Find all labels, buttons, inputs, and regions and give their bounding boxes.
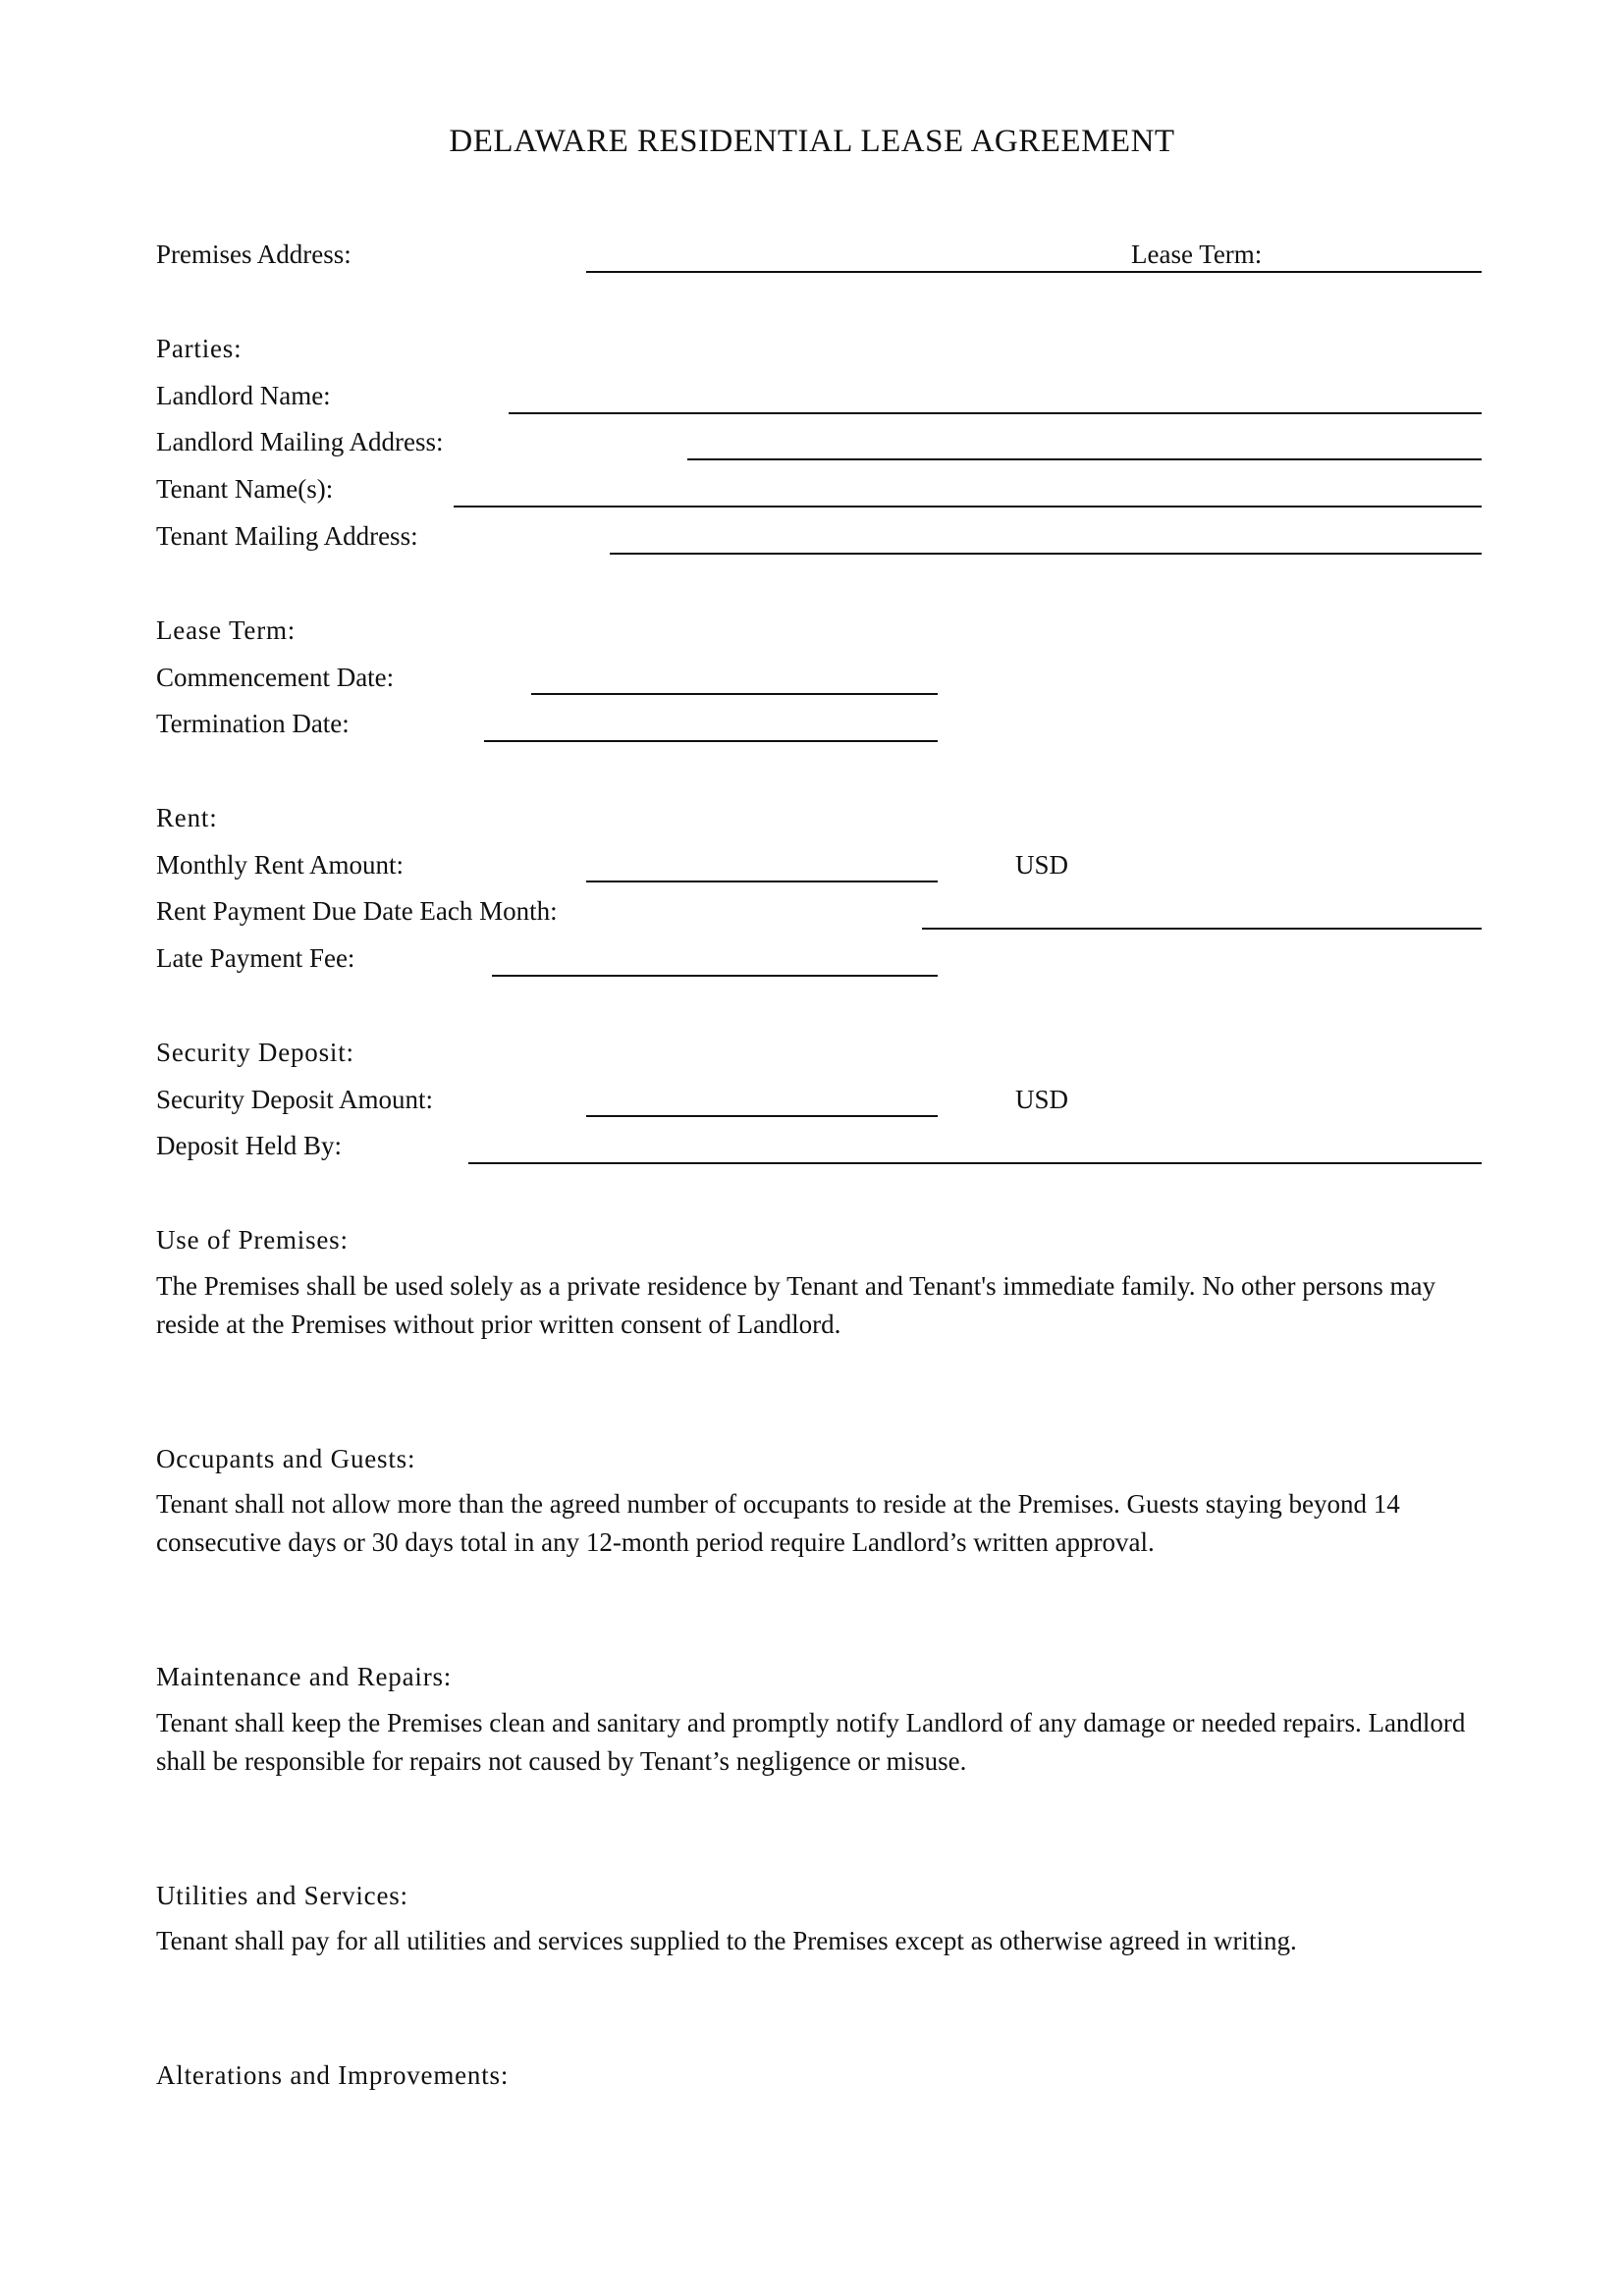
monthly-rent-amount-field[interactable] [586, 881, 938, 882]
tenant-names-field[interactable] [454, 506, 1482, 507]
rent-due-date-field[interactable] [922, 928, 1482, 930]
document-title: DELAWARE RESIDENTIAL LEASE AGREEMENT [449, 124, 1175, 159]
occupants-and-guests-heading: Occupants and Guests: [156, 1444, 416, 1473]
late-payment-fee-label: Late Payment Fee: [156, 943, 355, 973]
tenant-mailing-address-label: Tenant Mailing Address: [156, 521, 418, 551]
utilities-and-services-text: Tenant shall pay for all utilities and services supplied to the Premises except as otherwise agreed in writing. [156, 1926, 1297, 1955]
lease-term-heading: Lease Term: [156, 615, 297, 645]
commencement-date-field[interactable] [531, 693, 938, 695]
tenant-mailing-address-field[interactable] [610, 553, 1482, 555]
landlord-name-field[interactable] [509, 412, 1482, 414]
monthly-rent-currency: USD [1015, 850, 1069, 880]
lease-term-top-label: Lease Term: [1131, 240, 1263, 269]
maintenance-and-repairs-text: Tenant shall keep the Premises clean and sanitary and promptly notify Landlord of any damage or needed repairs. Landlord shall be responsible for repairs not caused by Tenant’s negligence or misuse. [156, 1708, 1466, 1776]
parties-heading: Parties: [156, 334, 243, 363]
security-deposit-heading: Security Deposit: [156, 1038, 354, 1067]
premises-address-field[interactable] [586, 271, 1132, 273]
occupants-and-guests-text: Tenant shall not allow more than the agreed number of occupants to reside at the Premises. Guests staying beyond 14 consecutive days or 30 days total in any 12-month period require Landlord’s written approval. [156, 1489, 1400, 1557]
maintenance-and-repairs-heading: Maintenance and Repairs: [156, 1662, 453, 1691]
alterations-and-improvements-heading: Alterations and Improvements: [156, 2060, 510, 2090]
landlord-mailing-address-label: Landlord Mailing Address: [156, 427, 444, 456]
security-deposit-currency: USD [1015, 1085, 1069, 1114]
lease-term-top-field[interactable] [1131, 271, 1482, 273]
security-deposit-amount-field[interactable] [586, 1115, 938, 1117]
utilities-and-services-heading: Utilities and Services: [156, 1881, 408, 1910]
rent-heading: Rent: [156, 803, 218, 832]
security-deposit-amount-label: Security Deposit Amount: [156, 1085, 433, 1114]
deposit-held-by-label: Deposit Held By: [156, 1131, 342, 1160]
landlord-mailing-address-field[interactable] [687, 458, 1482, 460]
late-payment-fee-field[interactable] [492, 975, 938, 977]
use-of-premises-text: The Premises shall be used solely as a private residence by Tenant and Tenant's immediate family. No other persons may reside at the Premises without prior written consent of Landlord. [156, 1271, 1435, 1339]
use-of-premises-heading: Use of Premises: [156, 1225, 349, 1255]
termination-date-label: Termination Date: [156, 709, 350, 738]
termination-date-field[interactable] [484, 740, 938, 742]
tenant-names-label: Tenant Name(s): [156, 474, 334, 504]
deposit-held-by-field[interactable] [468, 1162, 1482, 1164]
landlord-name-label: Landlord Name: [156, 381, 331, 410]
commencement-date-label: Commencement Date: [156, 663, 395, 692]
monthly-rent-amount-label: Monthly Rent Amount: [156, 850, 405, 880]
rent-due-date-label: Rent Payment Due Date Each Month: [156, 896, 558, 926]
premises-address-label: Premises Address: [156, 240, 352, 269]
